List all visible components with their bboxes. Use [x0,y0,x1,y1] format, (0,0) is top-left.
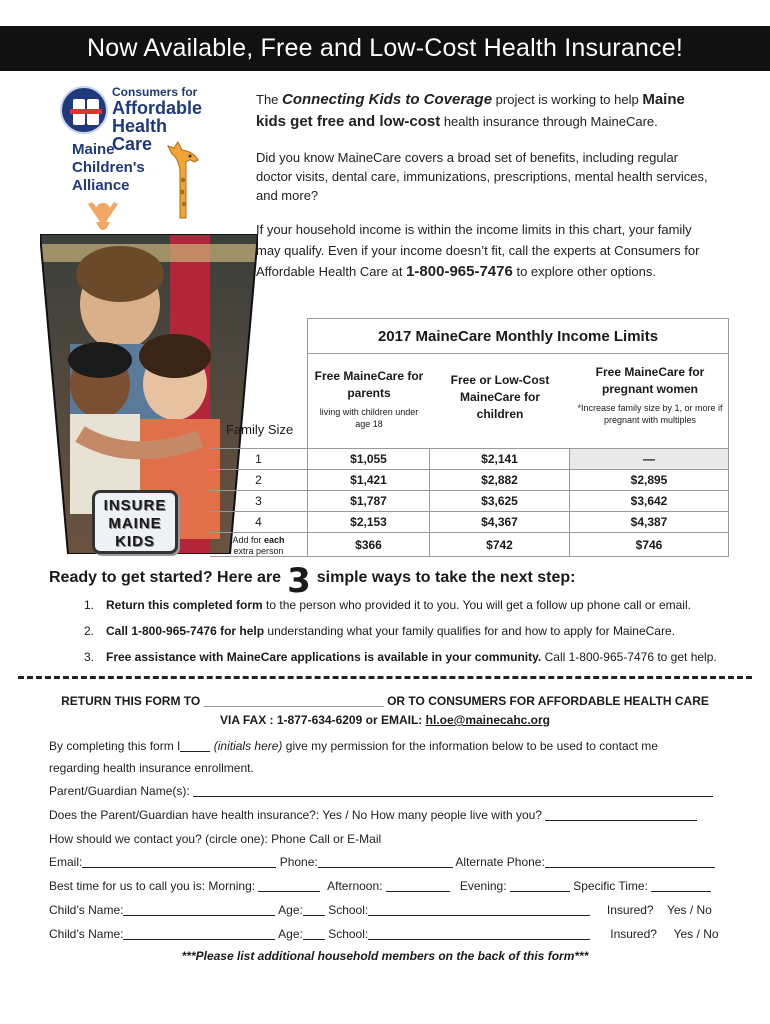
intro-paragraph-1: The Connecting Kids to Coverage project is working to help Maine kids get free and low-cost health insurance through MaineCare. [256,91,685,130]
morning-field[interactable] [258,879,320,892]
table-row: 1 $1,055 $2,141 — [210,448,729,469]
child-name-field[interactable] [123,927,275,940]
contact-email-link[interactable]: hl.oe@mainecahc.org [425,713,551,727]
table-row: 4 $2,153 $4,367 $4,387 [210,511,729,532]
steps-heading: Ready to get started? Here are 3 simple ways to take the next step: [49,561,576,601]
header-pregnant: Free MaineCare for pregnant women *Increase family size by 1, or more if pregnant with multiples [577,365,723,425]
child-school-field[interactable] [368,903,590,916]
child-name-field[interactable] [123,903,275,916]
maine-kids-emphasis: Maine kids get free and low-cost [256,91,685,130]
project-name: Connecting Kids to Coverage [282,91,493,108]
consent-line: By completing this form I (initials here) give my permission for the information below to be used to contact me [49,739,658,753]
household-count-field[interactable] [545,808,697,821]
child-row-2: Child’s Name: Age: School: Insured? Yes / No [49,927,719,941]
table-row-extra-person: Add for each extra person $366 $742 $746 [210,532,729,557]
list-item: 3. Free assistance with MaineCare applications is available in your community. Call 1-800-965-7476 to get help. [84,650,717,664]
child-insured-choice[interactable]: Yes / No [673,927,719,941]
call-time-row: Best time for us to call you is: Morning: Afternoon: Evening: Specific Time: [49,879,711,893]
return-instructions-1: RETURN THIS FORM TO ___________________________ OR TO CONSUMERS FOR AFFORDABLE HEALTH CARE [61,694,709,708]
initials-field[interactable] [180,739,210,752]
table-header [307,353,729,448]
logo-line2: Affordable [112,98,202,118]
afternoon-field[interactable] [386,879,450,892]
maine-childrens-alliance-logo [72,141,162,195]
list-item: 2. Call 1-800-965-7476 for help understanding what your family qualifies for and how to apply for MaineCare. [84,624,675,638]
alliance-line2: Children's [72,159,145,176]
badge-line1: INSURE [103,497,167,514]
guardian-row: Parent/Guardian Name(s): [49,784,713,798]
alliance-line3: Alliance [72,177,130,194]
badge-line2: MAINE [108,515,162,532]
table-row: 2 $1,421 $2,882 $2,895 [210,469,729,490]
intro-paragraph-3: If your household income is within the income limits in this chart, your family may qualify. Even if your income doesn’t fit, call the experts at Consumers for Affordable Health Care at 1-800-965-7476 to explore other options. [256,222,700,280]
table-row: 3 $1,787 $3,625 $3,642 [210,490,729,511]
logo-line3: Health Care [112,116,168,154]
header-parents: Free MaineCare for parents living with children under age 18 [314,369,424,429]
intro-paragraph-2: Did you know MaineCare covers a broad set of benefits, including regular doctor visits, dental care, immunizations, prescriptions, mental health services, and more? [256,150,708,203]
child-school-field[interactable] [368,927,590,940]
contact-method-row: How should we contact you? (circle one): Phone Call or E-Mail [49,832,382,846]
return-instructions-2: VIA FAX : 1-877-634-6209 or EMAIL: hl.oe@mainecahc.org [219,713,551,727]
insure-maine-kids-badge [92,490,178,554]
page-banner: Now Available, Free and Low-Cost Health Insurance! [0,26,770,71]
alternate-phone-field[interactable] [545,855,715,868]
email-field[interactable] [82,855,276,868]
child-age-field[interactable] [303,927,325,940]
child-age-field[interactable] [303,903,325,916]
logo-line1: Consumers for [112,85,198,99]
number-three-graphic: 3 [287,561,311,601]
insurance-row: Does the Parent/Guardian have health insurance?: Yes / No How many people live with you? [49,808,697,822]
child-row-1: Child’s Name: Age: School: Insured? Yes / No [49,903,712,917]
guardian-name-field[interactable] [193,784,713,797]
cahc-logo-icon [60,86,108,134]
form-footer-note: ***Please list additional household members on the back of this form*** [181,949,589,963]
badge-line3: KIDS [115,533,155,550]
cut-line [18,676,752,679]
family-size-label: Family Size [226,422,294,437]
specific-time-field[interactable] [651,879,711,892]
phone-field[interactable] [318,855,453,868]
consent-line-2: regarding health insurance enrollment. [49,761,254,775]
header-children: Free or Low-Cost MaineCare for children [450,373,550,421]
table-title: 2017 MaineCare Monthly Income Limits [307,318,729,353]
alliance-line1: Maine [72,141,115,158]
help-phone-number: 1-800-965-7476 [406,263,513,280]
email-phone-row: Email: Phone: Alternate Phone: [49,855,715,869]
list-item: 1. Return this completed form to the person who provided it to you. You will get a follow up phone call or email. [84,598,691,612]
child-insured-choice[interactable]: Yes / No [666,903,712,917]
evening-field[interactable] [510,879,570,892]
